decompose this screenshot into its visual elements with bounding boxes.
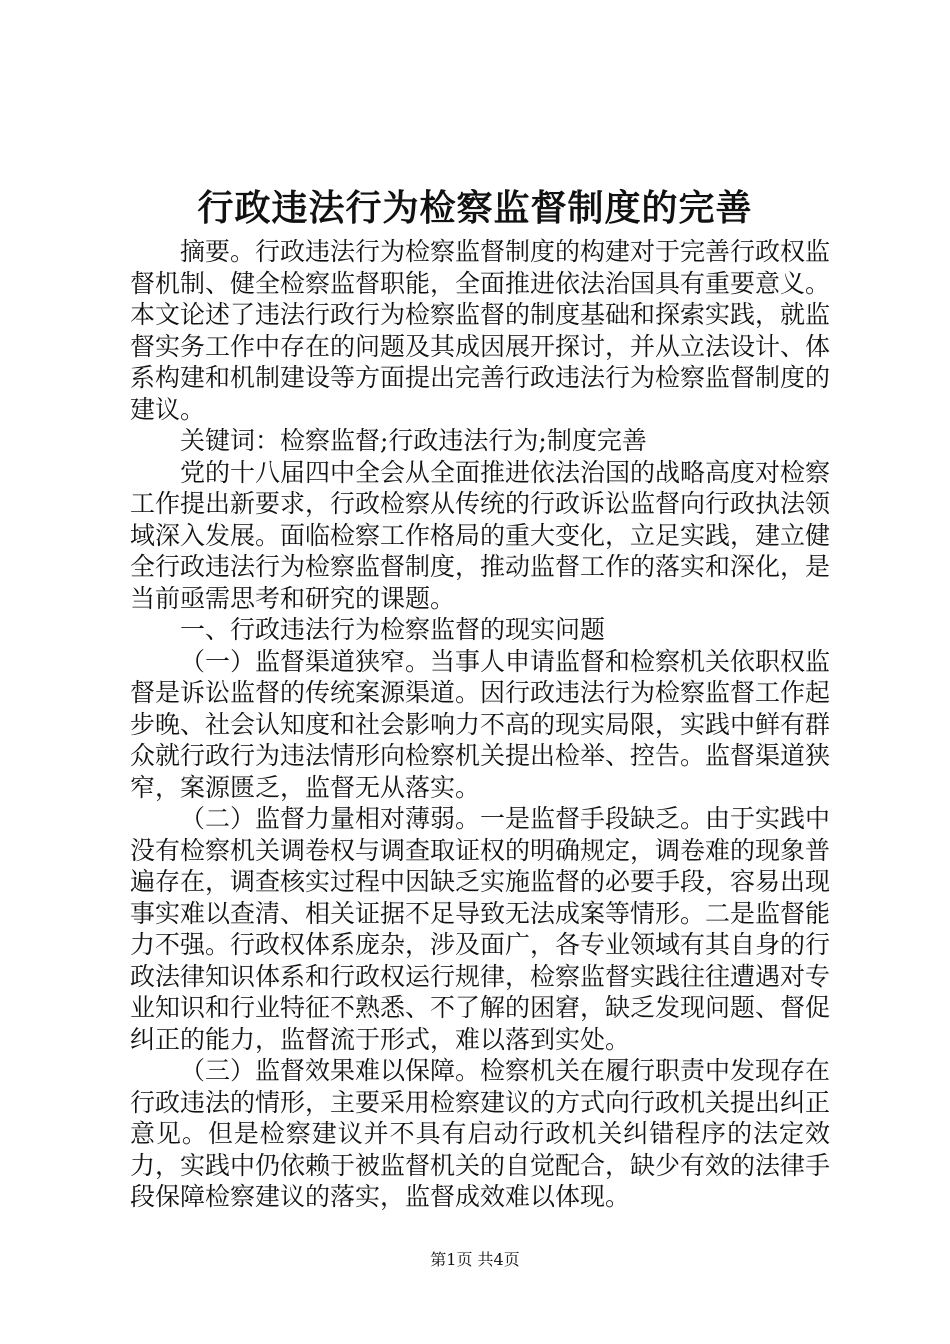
keywords-paragraph: 关键词：检察监督;行政违法行为;制度完善 (180, 426, 647, 455)
document-body (130, 236, 830, 1213)
intro-paragraph: 党的十八届四中全会从全面推进依法治国的战略高度对检察工作提出新要求，行政检察从传统的行政诉讼监督向行政执法领域深入发展。面临检察工作格局的重大变化，立足实践，建立健全行政违法行为检察监督制度，推动监督工作的落实和深化，是当前亟需思考和研究的课题。 (130, 457, 831, 613)
body-paragraph: （二）监督力量相对薄弱。一是监督手段缺乏。由于实践中没有检察机关调卷权与调查取证权的明确规定，调卷难的现象普遍存在，调查核实过程中因缺乏实施监督的必要手段，容易出现事实难以查清、相关证据不足导致无法成案等情形。二是监督能力不强。行政权体系庞杂，涉及面广，各专业领域有其自身的行政法律知识体系和行政权运行规律，检察监督实践往往遭遇对专业知识和行业特征不熟悉、不了解的困窘，缺乏发现问题、督促纠正的能力，监督流于形式，难以落到实处。 (130, 804, 831, 1054)
page-footer: 第1页 共4页 (430, 1250, 520, 1269)
body-paragraph: （一）监督渠道狭窄。当事人申请监督和检察机关依职权监督是诉讼监督的传统案源渠道。因行政违法行为检察监督工作起步晚、社会认知度和社会影响力不高的现实局限，实践中鲜有群众就行政行为违法情形向检察机关提出检举、控告。监督渠道狭窄，案源匮乏，监督无从落实。 (130, 646, 831, 802)
body-paragraph: （三）监督效果难以保障。检察机关在履行职责中发现存在行政违法的情形，主要采用检察建议的方式向行政机关提出纠正意见。但是检察建议并不具有启动行政机关纠错程序的法定效力，实践中仍依赖于被监督机关的自觉配合，缺少有效的法律手段保障检察建议的落实，监督成效难以体现。 (130, 1056, 831, 1211)
section-heading: 一、行政违法行为检察监督的现实问题 (180, 615, 606, 644)
document-title: 行政违法行为检察监督制度的完善 (197, 187, 753, 229)
abstract-paragraph: 摘要。行政违法行为检察监督制度的构建对于完善行政权监督机制、健全检察监督职能，全面推进依法治国具有重要意义。本文论述了违法行政行为检察监督的制度基础和探索实践，就监督实务工作中存在的问题及其成因展开探讨，并从立法设计、体系构建和机制建设等方面提出完善行政违法行为检察监督制度的建议。 (130, 237, 831, 424)
